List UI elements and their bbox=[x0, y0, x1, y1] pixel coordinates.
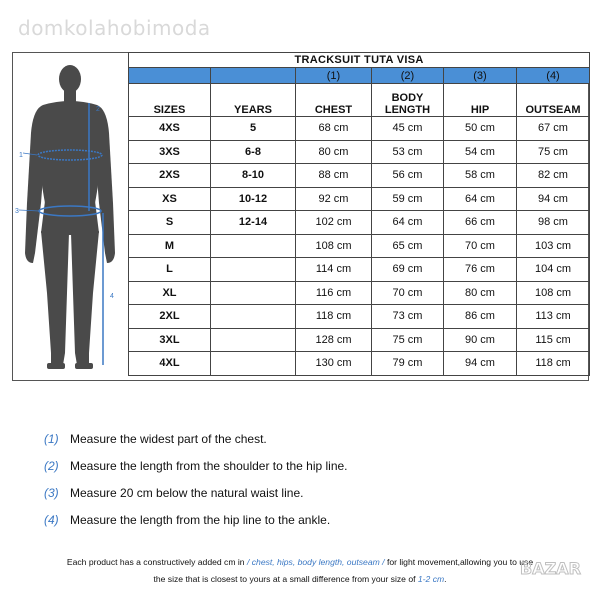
cell-size: 4XL bbox=[129, 352, 211, 376]
table-row bbox=[129, 140, 590, 164]
table-row bbox=[129, 234, 590, 258]
instruction-text: Measure the length from the hip line to the ankle. bbox=[70, 513, 331, 527]
cell-size: 2XL bbox=[129, 305, 211, 329]
cell-hip: 90 cm bbox=[444, 328, 517, 352]
instruction-3 bbox=[44, 486, 303, 500]
num-cell-blank bbox=[129, 68, 211, 84]
measure-number-4: (4) bbox=[517, 68, 590, 84]
measure-number-2: (2) bbox=[372, 68, 444, 84]
cell-hip: 86 cm bbox=[444, 305, 517, 329]
instruction-text: Measure the widest part of the chest. bbox=[70, 432, 267, 446]
cell-size: 3XS bbox=[129, 140, 211, 164]
cell-hip: 50 cm bbox=[444, 117, 517, 141]
cell-hip: 54 cm bbox=[444, 140, 517, 164]
instruction-number: (3) bbox=[44, 486, 59, 500]
note-highlight: / chest, hips, body length, outseam / bbox=[246, 557, 385, 567]
cell-chest: 118 cm bbox=[296, 305, 372, 329]
table-row bbox=[129, 117, 590, 141]
header-body-length: BODY LENGTH bbox=[372, 84, 444, 117]
cell-years: 5 bbox=[211, 117, 296, 141]
table-row bbox=[129, 164, 590, 188]
header-years: YEARS bbox=[211, 84, 296, 117]
cell-chest: 130 cm bbox=[296, 352, 372, 376]
header-chest: CHEST bbox=[296, 84, 372, 117]
cell-hip: 94 cm bbox=[444, 352, 517, 376]
cell-size: M bbox=[129, 234, 211, 258]
note-text: for light movement,allowing you to use bbox=[384, 557, 534, 567]
cell-outseam: 94 cm bbox=[517, 187, 590, 211]
size-table bbox=[128, 52, 590, 376]
cell-size: L bbox=[129, 258, 211, 282]
cell-length: 70 cm bbox=[372, 281, 444, 305]
cell-chest: 128 cm bbox=[296, 328, 372, 352]
cell-years: 8-10 bbox=[211, 164, 296, 188]
note-highlight: 1-2 cm bbox=[417, 574, 445, 584]
table-row bbox=[129, 352, 590, 376]
svg-text:BAZAR: BAZAR bbox=[520, 559, 581, 578]
cell-size: S bbox=[129, 211, 211, 235]
table-row bbox=[129, 305, 590, 329]
cell-length: 53 cm bbox=[372, 140, 444, 164]
cell-outseam: 108 cm bbox=[517, 281, 590, 305]
cell-length: 75 cm bbox=[372, 328, 444, 352]
table-row bbox=[129, 328, 590, 352]
cell-hip: 66 cm bbox=[444, 211, 517, 235]
table-row bbox=[129, 258, 590, 282]
cell-length: 56 cm bbox=[372, 164, 444, 188]
cell-hip: 80 cm bbox=[444, 281, 517, 305]
bazar-logo bbox=[518, 554, 588, 582]
cell-years bbox=[211, 352, 296, 376]
instruction-4 bbox=[44, 513, 330, 527]
measure-number-1: (1) bbox=[296, 68, 372, 84]
measure-number-3: (3) bbox=[444, 68, 517, 84]
cell-size: 3XL bbox=[129, 328, 211, 352]
cell-chest: 102 cm bbox=[296, 211, 372, 235]
cell-length: 64 cm bbox=[372, 211, 444, 235]
cell-hip: 70 cm bbox=[444, 234, 517, 258]
cell-chest: 92 cm bbox=[296, 187, 372, 211]
footnote-line-2 bbox=[0, 574, 600, 584]
cell-years bbox=[211, 234, 296, 258]
cell-chest: 114 cm bbox=[296, 258, 372, 282]
cell-size: 2XS bbox=[129, 164, 211, 188]
cell-length: 69 cm bbox=[372, 258, 444, 282]
cell-years bbox=[211, 281, 296, 305]
cell-outseam: 118 cm bbox=[517, 352, 590, 376]
figure-label-3: 3 bbox=[15, 208, 19, 215]
instruction-number: (1) bbox=[44, 432, 59, 446]
instruction-1 bbox=[44, 432, 267, 446]
instruction-text: Measure 20 cm below the natural waist line. bbox=[70, 486, 304, 500]
cell-hip: 64 cm bbox=[444, 187, 517, 211]
note-text: Each product has a constructively added cm in bbox=[66, 557, 247, 567]
cell-outseam: 98 cm bbox=[517, 211, 590, 235]
note-text: the size that is closest to yours at a small difference from your size of bbox=[153, 574, 418, 584]
cell-size: XL bbox=[129, 281, 211, 305]
figure-label-1: 1 bbox=[19, 152, 23, 159]
cell-hip: 58 cm bbox=[444, 164, 517, 188]
silhouette bbox=[25, 65, 115, 369]
cell-outseam: 75 cm bbox=[517, 140, 590, 164]
cell-outseam: 67 cm bbox=[517, 117, 590, 141]
cell-years: 12-14 bbox=[211, 211, 296, 235]
cell-chest: 88 cm bbox=[296, 164, 372, 188]
cell-length: 79 cm bbox=[372, 352, 444, 376]
header-outseam: OUTSEAM bbox=[517, 84, 590, 117]
cell-years bbox=[211, 258, 296, 282]
instruction-number: (4) bbox=[44, 513, 59, 527]
instruction-number: (2) bbox=[44, 459, 59, 473]
instruction-text: Measure the length from the shoulder to the hip line. bbox=[70, 459, 348, 473]
cell-years: 10-12 bbox=[211, 187, 296, 211]
table-row bbox=[129, 187, 590, 211]
cell-hip: 76 cm bbox=[444, 258, 517, 282]
cell-length: 59 cm bbox=[372, 187, 444, 211]
watermark: domkolahobimoda bbox=[18, 16, 211, 40]
table-row bbox=[129, 281, 590, 305]
body-figure bbox=[13, 53, 128, 380]
header-hip: HIP bbox=[444, 84, 517, 117]
table-title: TRACKSUIT TUTA VISA bbox=[129, 53, 590, 68]
cell-outseam: 103 cm bbox=[517, 234, 590, 258]
cell-chest: 116 cm bbox=[296, 281, 372, 305]
cell-size: XS bbox=[129, 187, 211, 211]
figure-label-4: 4 bbox=[110, 293, 114, 300]
cell-years: 6-8 bbox=[211, 140, 296, 164]
instruction-2 bbox=[44, 459, 348, 473]
cell-length: 65 cm bbox=[372, 234, 444, 258]
cell-years bbox=[211, 328, 296, 352]
cell-chest: 108 cm bbox=[296, 234, 372, 258]
cell-outseam: 113 cm bbox=[517, 305, 590, 329]
header-sizes: SIZES bbox=[129, 84, 211, 117]
cell-years bbox=[211, 305, 296, 329]
cell-length: 45 cm bbox=[372, 117, 444, 141]
figure-label-2: 2 bbox=[96, 106, 100, 113]
cell-outseam: 104 cm bbox=[517, 258, 590, 282]
cell-outseam: 82 cm bbox=[517, 164, 590, 188]
cell-chest: 80 cm bbox=[296, 140, 372, 164]
cell-length: 73 cm bbox=[372, 305, 444, 329]
table-row bbox=[129, 211, 590, 235]
note-text: . bbox=[444, 574, 447, 584]
num-cell-blank bbox=[211, 68, 296, 84]
cell-size: 4XS bbox=[129, 117, 211, 141]
cell-outseam: 115 cm bbox=[517, 328, 590, 352]
footnote-line-1 bbox=[0, 557, 600, 567]
cell-chest: 68 cm bbox=[296, 117, 372, 141]
